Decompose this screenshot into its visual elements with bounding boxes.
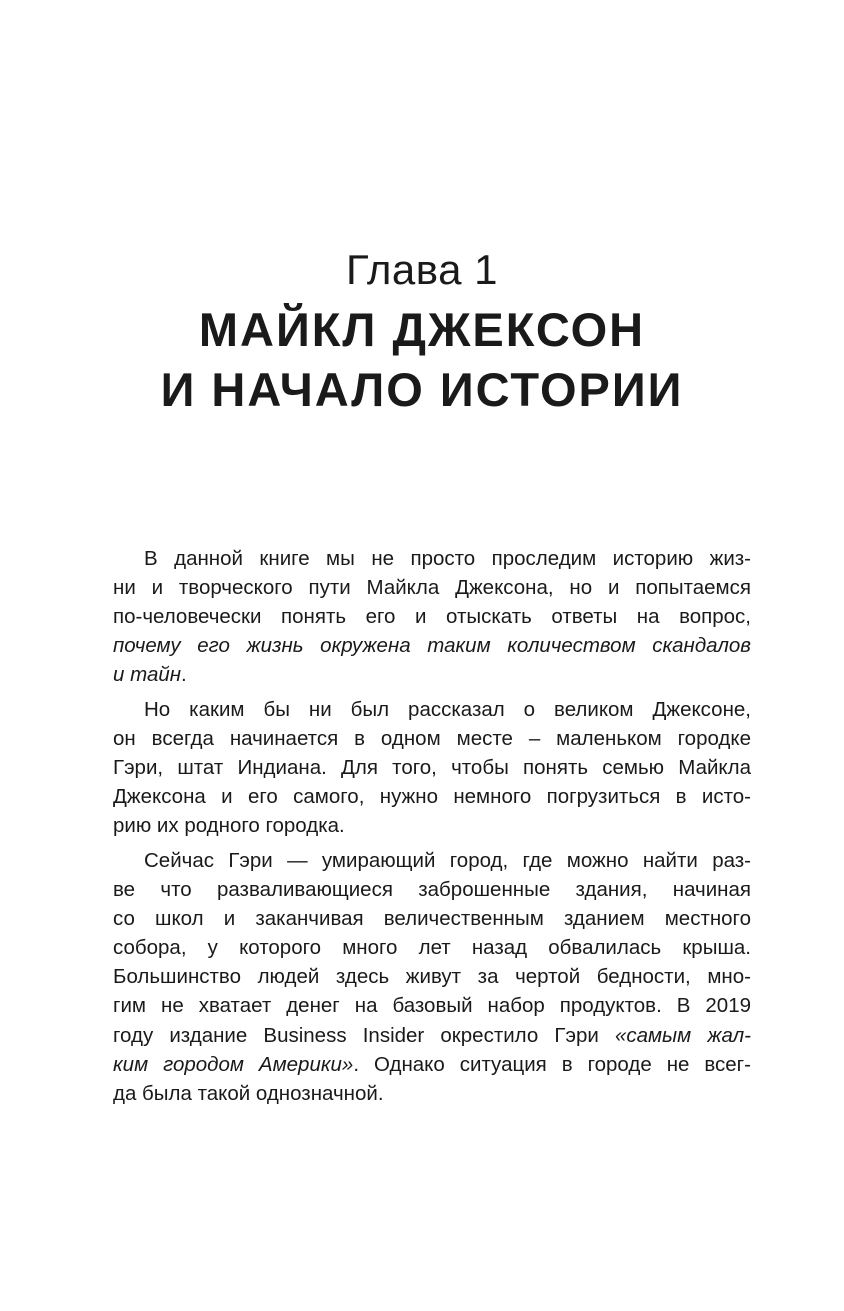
text-line: Но каким бы ни был рассказал о великом Джексоне, [144,697,751,721]
chapter-title-line-1: МАЙКЛ ДЖЕКСОН [198,303,646,356]
text-line: да была такой однозначной. [113,1081,384,1105]
text-line [113,1021,751,1050]
text-line: Сейчас Гэри — умирающий город, где можно найти раз- [144,848,751,872]
chapter-title-line-2: И НАЧАЛО ИСТОРИИ [160,363,684,416]
chapter-title [0,300,844,420]
italic-text: почему его жизнь окружена таким количеством скандалов [113,634,751,658]
chapter-number: Глава 1 [346,246,498,293]
text-line: ни и творческого пути Майкла Джексона, но и попытаемся [113,576,751,600]
text-line: В данной книге мы не просто проследим историю жиз- [144,547,751,570]
text-line: рию их родного городка. [113,814,345,838]
text-fragment: году издание Business Insider окрестило Гэри [113,1023,615,1047]
text-fragment: . [181,663,187,687]
text-line: Большинство людей здесь живут за чертой бедности, мно- [113,965,751,989]
text-line [113,660,751,689]
text-line: Джексона и его самого, нужно немного погрузиться в исто- [113,785,751,809]
text-fragment: . Однако ситуация в городе не всег- [353,1052,751,1076]
italic-text: «самым жал- [614,1023,751,1047]
text-line-italic [113,631,751,660]
text-line: он всегда начинается в одном месте – маленьком городке [113,727,751,751]
paragraph-3 [113,846,751,1108]
paragraph-1 [113,544,751,689]
text-line: ве что разваливающиеся заброшенные здания, начиная [113,878,751,902]
paragraph-2 [113,695,751,840]
text-line: по-человечески понять его и отыскать ответы на вопрос, [113,605,751,629]
italic-text: и тайн [113,663,182,687]
text-line [113,1050,751,1079]
text-line: гим не хватает денег на базовый набор продуктов. В 2019 [113,994,751,1018]
italic-text: ким городом Америки» [113,1052,354,1076]
body-text [113,544,751,1108]
text-line: собора, у которого много лет назад обвалилась крыша. [113,936,751,960]
text-line: со школ и заканчивая величественным зданием местного [113,907,751,931]
text-line: Гэри, штат Индиана. Для того, чтобы понять семью Майкла [113,756,751,780]
